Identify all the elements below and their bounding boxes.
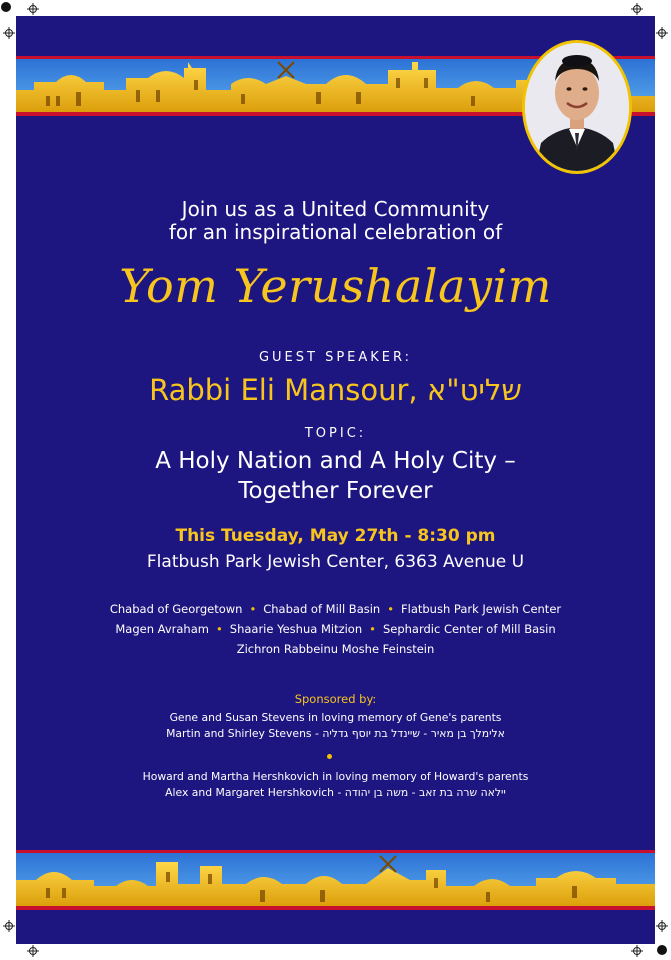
crop-mark-icon [631, 945, 643, 957]
organization-name: Zichron Rabbeinu Moshe Feinstein [236, 642, 435, 656]
guest-speaker-label: GUEST SPEAKER: [258, 350, 413, 365]
event-title: Yom Yerushalayim [119, 259, 552, 313]
organization-name: Shaarie Yeshua Mitzion [229, 622, 363, 636]
sponsor-1-line-1: Gene and Susan Stevens in loving memory of Gene's parents [169, 711, 502, 724]
intro-line-1: Join us as a United Community [181, 197, 490, 221]
crop-mark-icon [27, 3, 39, 15]
skyline-illustration-bottom [16, 850, 655, 910]
crop-mark-icon [631, 3, 643, 15]
organization-name: Sephardic Center of Mill Basin [382, 622, 556, 636]
sponsor-2-line-1: Howard and Martha Hershkovich in loving memory of Howard's parents [142, 770, 529, 783]
bullet-separator: • [369, 622, 376, 636]
flyer [16, 16, 655, 944]
crop-mark-icon [656, 920, 668, 932]
registration-dot [657, 945, 667, 955]
topic-line-1: A Holy Nation and A Holy City – [155, 448, 516, 474]
organizations-row [16, 599, 655, 619]
speaker-portrait [522, 40, 632, 174]
bullet-separator: • [249, 602, 257, 616]
sponsored-by-heading: Sponsored by: [294, 692, 377, 706]
sponsor-1-line-2: Martin and Shirley Stevens - אלימלך בן מאיר - שיינדל בת יוסף גדליה [166, 727, 505, 740]
organization-name: Flatbush Park Jewish Center [401, 602, 562, 616]
topic-line-2: Together Forever [238, 478, 433, 504]
registration-dot [1, 2, 11, 12]
topic-title [16, 446, 655, 506]
crop-mark-icon [656, 27, 668, 39]
organizations-row [16, 619, 655, 639]
organizations-row [16, 639, 655, 659]
sponsor-divider-dot [327, 754, 332, 759]
event-location: Flatbush Park Jewish Center, 6363 Avenue U [146, 552, 525, 572]
topic-label: TOPIC: [304, 426, 367, 441]
organizations-list [16, 599, 655, 659]
crop-mark-icon [3, 920, 15, 932]
event-date-time: This Tuesday, May 27th - 8:30 pm [175, 526, 496, 546]
intro-line-2: for an inspirational celebration of [168, 220, 503, 244]
invitation-intro [16, 198, 655, 244]
crop-mark-icon [27, 945, 39, 957]
bullet-separator: • [215, 622, 223, 636]
sponsor-2-line-2: Alex and Margaret Hershkovich - יילאה שרה בת זאב - משה בן יהודה [165, 786, 506, 799]
bullet-separator: • [387, 602, 395, 616]
guest-speaker-name: Rabbi Eli Mansour, שליט"א [149, 373, 522, 407]
organization-name: Chabad of Georgetown [109, 602, 243, 616]
organization-name: Magen Avraham [115, 622, 209, 636]
organization-name: Chabad of Mill Basin [263, 602, 381, 616]
speaker-photo-image [525, 43, 629, 171]
crop-mark-icon [3, 27, 15, 39]
